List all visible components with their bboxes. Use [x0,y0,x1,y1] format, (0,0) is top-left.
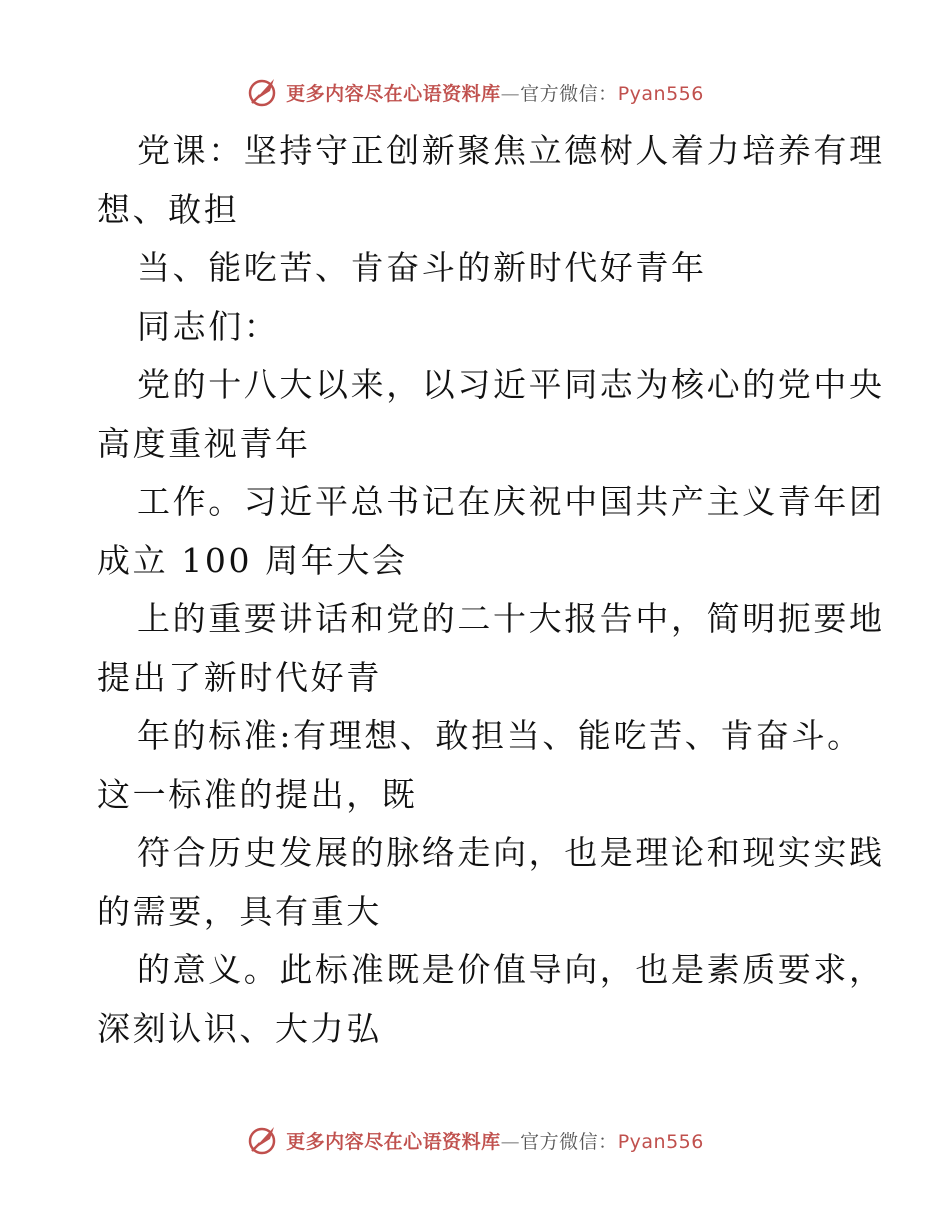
body-line: 深刻认识、大力弘 [97,1008,382,1048]
watermark-text [286,1127,704,1154]
watermark-id: Pyan556 [617,1130,704,1153]
document-body [97,122,885,1058]
body-line: 高度重视青年 [97,423,311,463]
body-line: 想、敢担 [97,189,240,229]
body-line: 年的标准:有理想、敢担当、能吃苦、肯奋斗。 [137,716,863,755]
body-line: 上的重要讲话和党的二十大报告中，简明扼要地 [137,599,885,638]
feather-quill-icon [246,1123,280,1157]
watermark-text [286,79,704,106]
header-watermark [0,72,950,112]
feather-quill-icon [246,75,280,109]
body-line: 的需要，具有重大 [97,891,382,931]
body-line: 提出了新时代好青 [97,657,382,697]
body-line: 同志们： [137,306,280,346]
body-line: 党的十八大以来，以习近平同志为核心的党中央 [137,365,885,404]
watermark-dash: — [500,1130,521,1153]
body-line: 当、能吃苦、肯奋斗的新时代好青年 [137,248,707,287]
watermark-label: 官方微信： [520,82,618,105]
body-line: 工作。习近平总书记在庆祝中国共产主义青年团 [137,482,885,521]
body-line: 符合历史发展的脉络走向，也是理论和现实实践 [137,833,885,872]
watermark-dash: — [500,82,521,105]
body-line: 这一标准的提出，既 [97,774,418,814]
footer-watermark [0,1120,950,1160]
body-line: 的意义。此标准既是价值导向，也是素质要求， [137,950,885,989]
watermark-label: 官方微信： [520,1130,618,1153]
body-line: 成立 100 周年大会 [97,540,408,580]
watermark-cn-text: 更多内容尽在心语资料库 [286,82,501,105]
watermark-cn-text: 更多内容尽在心语资料库 [286,1130,501,1153]
watermark-id: Pyan556 [617,82,704,105]
body-line: 党课：坚持守正创新聚焦立德树人着力培养有理 [137,131,885,170]
